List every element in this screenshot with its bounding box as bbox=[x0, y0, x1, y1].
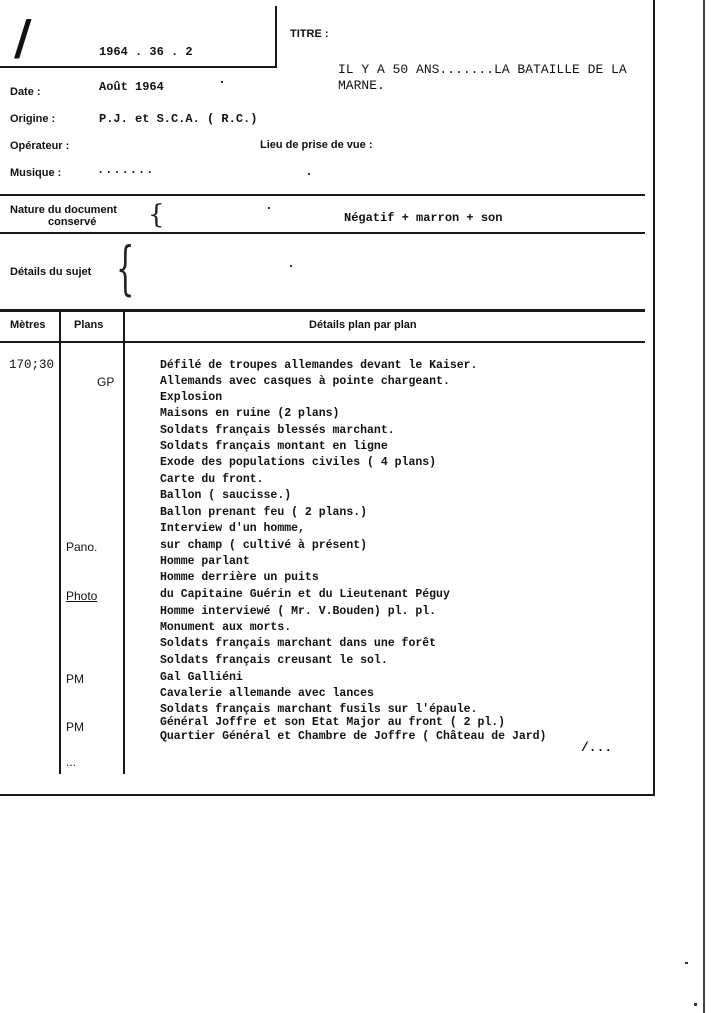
col-header-metres: Mètres bbox=[10, 319, 46, 331]
page-right-edge bbox=[653, 0, 655, 796]
titre-line-1: IL Y A 50 ANS.......LA BATAILLE DE LA bbox=[338, 62, 627, 77]
plan-line: Défilé de troupes allemandes devant le Kaiser. bbox=[160, 359, 478, 372]
scan-speck bbox=[221, 81, 223, 83]
scan-speck bbox=[308, 173, 310, 175]
col-header-plans: Plans bbox=[74, 319, 104, 331]
header-box-bottom-border bbox=[0, 66, 277, 68]
plan-label-ellipsis: ... bbox=[66, 755, 77, 769]
slash-mark: / bbox=[14, 10, 32, 66]
plan-line: Homme derrière un puits bbox=[160, 571, 319, 584]
plan-line: sur champ ( cultivé à présent) bbox=[160, 539, 368, 552]
scan-speck bbox=[685, 962, 688, 964]
plan-label-photo: Photo bbox=[66, 589, 98, 603]
plan-line: Homme interviewé ( Mr. V.Bouden) pl. pl. bbox=[160, 605, 437, 618]
details-sujet-label: Détails du sujet bbox=[10, 266, 92, 278]
plan-line: Maisons en ruine (2 plans) bbox=[160, 407, 340, 420]
scan-speck bbox=[694, 1003, 697, 1006]
plan-label-pm-1: PM bbox=[66, 672, 84, 686]
header-box-right-border bbox=[275, 6, 277, 68]
nature-brace: { bbox=[148, 200, 165, 230]
date-value: Août 1964 bbox=[99, 80, 164, 94]
plan-line: Cavalerie allemande avec lances bbox=[160, 687, 374, 700]
titre-line-2: MARNE. bbox=[338, 78, 385, 93]
plan-line: Soldats français blessés marchant. bbox=[160, 424, 395, 437]
table-header-bottom-border bbox=[0, 341, 645, 343]
plan-line: Ballon ( saucisse.) bbox=[160, 489, 292, 502]
plan-line: Explosion bbox=[160, 391, 223, 404]
plan-line: du Capitaine Guérin et du Lieutenant Péguy bbox=[160, 588, 450, 601]
origine-value: P.J. et S.C.A. ( R.C.) bbox=[99, 112, 258, 126]
nature-label-line-1: Nature du document bbox=[10, 204, 117, 216]
plan-line: Général Joffre et son Etat Major au front ( 2 pl.) bbox=[160, 716, 506, 729]
divider-1 bbox=[0, 194, 645, 196]
page-bottom-edge bbox=[0, 794, 655, 796]
plan-line: Soldats français marchant fusils sur l'épaule. bbox=[160, 703, 478, 716]
scan-right-edge bbox=[703, 0, 705, 1013]
plan-line: Gal Galliéni bbox=[160, 671, 243, 684]
plan-line: Carte du front. bbox=[160, 473, 264, 486]
plan-label-pm-2: PM bbox=[66, 720, 84, 734]
continuation-mark: /... bbox=[581, 740, 613, 755]
plan-line: Interview d'un homme, bbox=[160, 522, 305, 535]
col-separator-1 bbox=[59, 312, 61, 774]
col-separator-2 bbox=[123, 312, 125, 774]
titre-label: TITRE : bbox=[290, 28, 329, 40]
nature-label-line-2: conservé bbox=[48, 216, 97, 228]
plan-label-gp: GP bbox=[97, 375, 115, 389]
metres-value: 170;30 bbox=[9, 358, 55, 372]
plan-line: Ballon prenant feu ( 2 plans.) bbox=[160, 506, 368, 519]
plan-line: Quartier Général et Chambre de Joffre ( Château de Jard) bbox=[160, 730, 547, 743]
plan-label-pano: Pano. bbox=[66, 540, 98, 554]
details-sujet-brace: { bbox=[116, 234, 135, 302]
plan-line: Homme parlant bbox=[160, 555, 250, 568]
operateur-label: Opérateur : bbox=[10, 140, 70, 152]
table-top-border bbox=[0, 309, 645, 312]
scan-speck bbox=[268, 207, 270, 209]
reference-number: 1964 . 36 . 2 bbox=[99, 45, 193, 59]
lieu-label: Lieu de prise de vue : bbox=[260, 139, 373, 151]
musique-label: Musique : bbox=[10, 167, 62, 179]
plan-line: Soldats français marchant dans une forêt bbox=[160, 637, 437, 650]
plan-line: Allemands avec casques à pointe chargeant. bbox=[160, 375, 450, 388]
nature-value: Négatif + marron + son bbox=[344, 211, 503, 225]
col-header-details: Détails plan par plan bbox=[309, 319, 417, 331]
origine-label: Origine : bbox=[10, 113, 56, 125]
plan-line: Soldats français montant en ligne bbox=[160, 440, 388, 453]
divider-2 bbox=[0, 232, 645, 234]
plan-line: Exode des populations civiles ( 4 plans) bbox=[160, 456, 437, 469]
musique-value: ....... bbox=[97, 163, 155, 177]
scan-speck bbox=[290, 265, 292, 267]
plan-line: Soldats français creusant le sol. bbox=[160, 654, 388, 667]
plan-line: Monument aux morts. bbox=[160, 621, 292, 634]
date-label: Date : bbox=[10, 86, 41, 98]
